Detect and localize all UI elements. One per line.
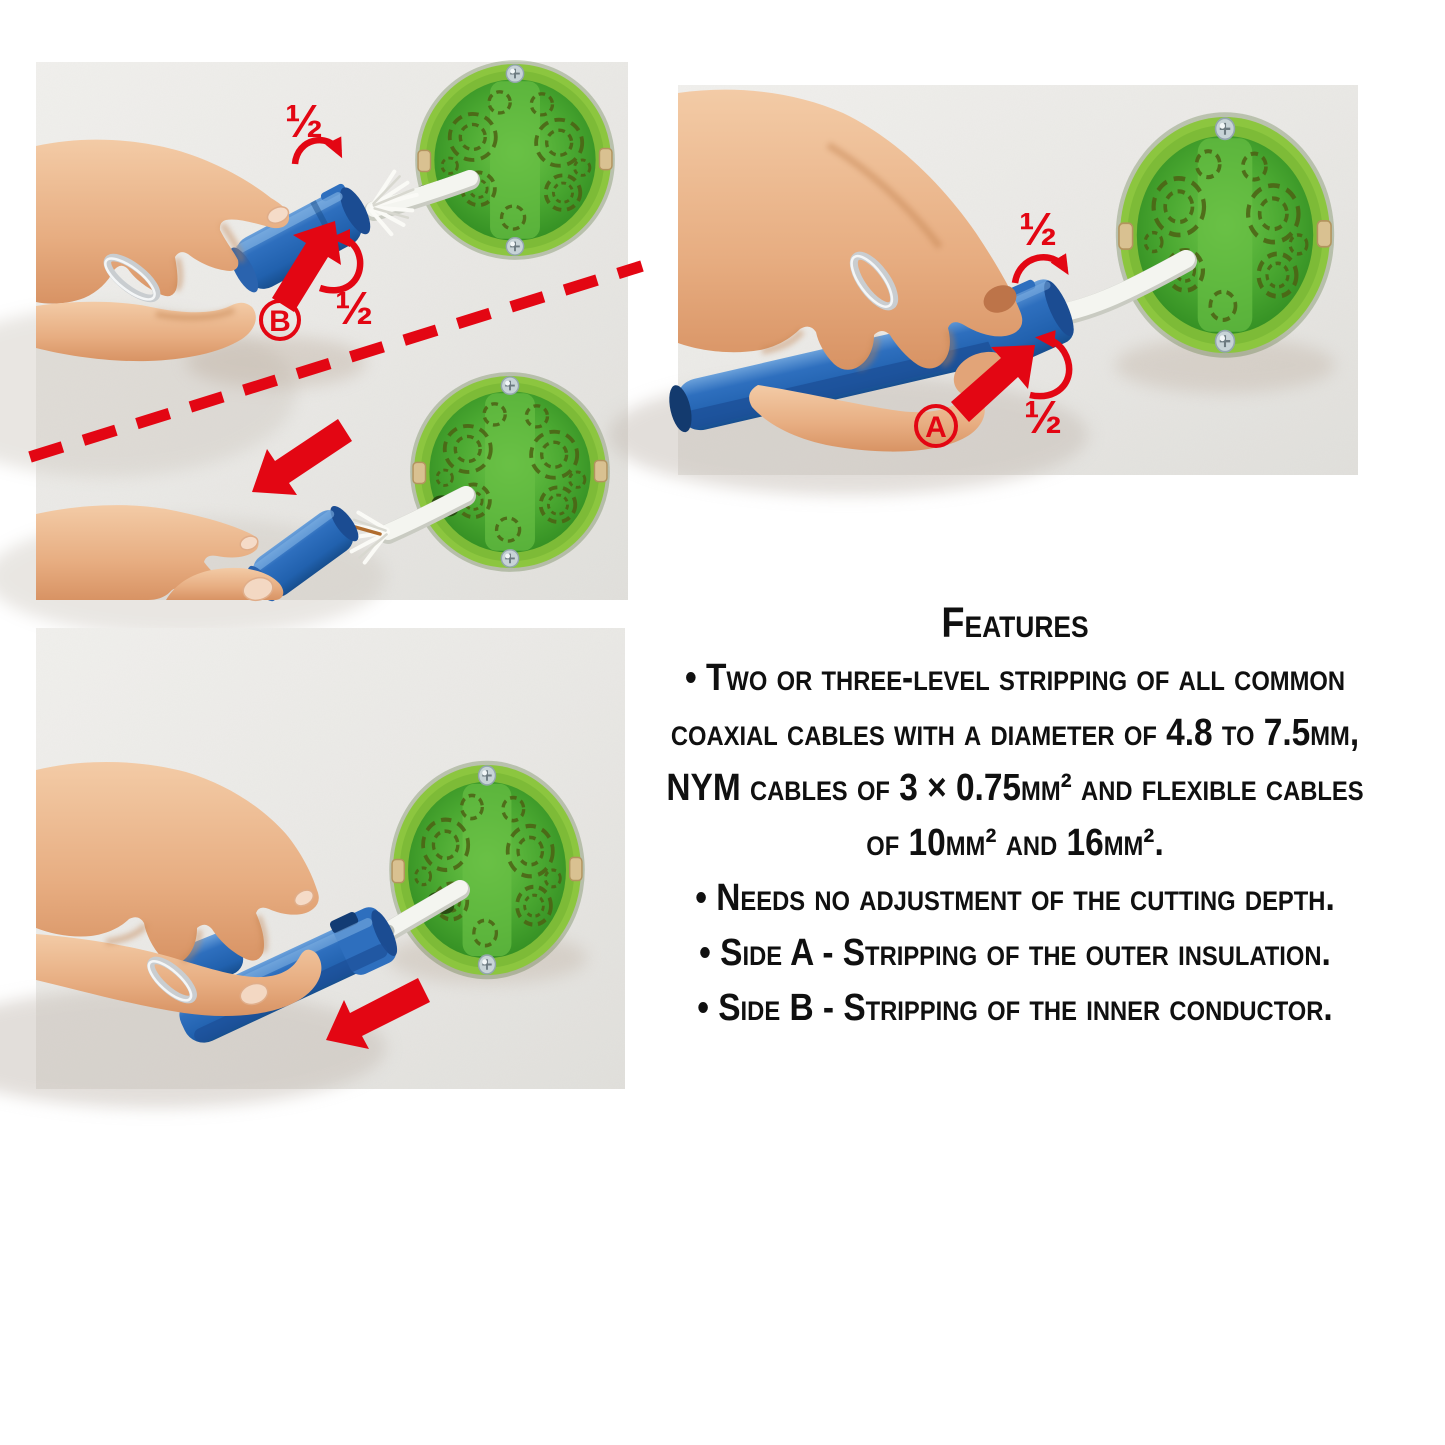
side-b-letter: B xyxy=(269,305,291,338)
feature-line: NYM cables of 3 × 0.75mm² and flexible cables xyxy=(666,767,1364,809)
half-turn-label-top: ½ xyxy=(284,95,324,147)
photo-step-side-b xyxy=(36,62,628,600)
half-turn-label-bottom: ½ xyxy=(1023,391,1063,443)
half-turn-label-top: ½ xyxy=(1018,203,1058,255)
feature-line: coaxial cables with a diameter of 4.8 to 7.5mm, xyxy=(670,712,1360,754)
junction-box xyxy=(415,60,615,260)
half-turn-label-bottom: ½ xyxy=(334,282,374,334)
feature-line: • Side B - Stripping of the inner conductor. xyxy=(697,987,1333,1029)
photo-step-side-a xyxy=(678,85,1358,475)
features-title: Features xyxy=(941,599,1089,647)
feature-line: • Side A - Stripping of the outer insulation. xyxy=(699,932,1331,974)
feature-line: • Needs no adjustment of the cutting depth. xyxy=(695,877,1335,919)
feature-line: • Two or three-level stripping of all common xyxy=(684,657,1346,699)
features-section xyxy=(585,596,1445,1036)
photo-step-pull-off xyxy=(36,628,625,1089)
side-a-letter: A xyxy=(925,411,947,444)
feature-line: of 10mm² and 16mm². xyxy=(866,822,1164,864)
junction-box xyxy=(1116,112,1334,357)
junction-box xyxy=(389,761,585,979)
junction-box xyxy=(410,372,610,572)
